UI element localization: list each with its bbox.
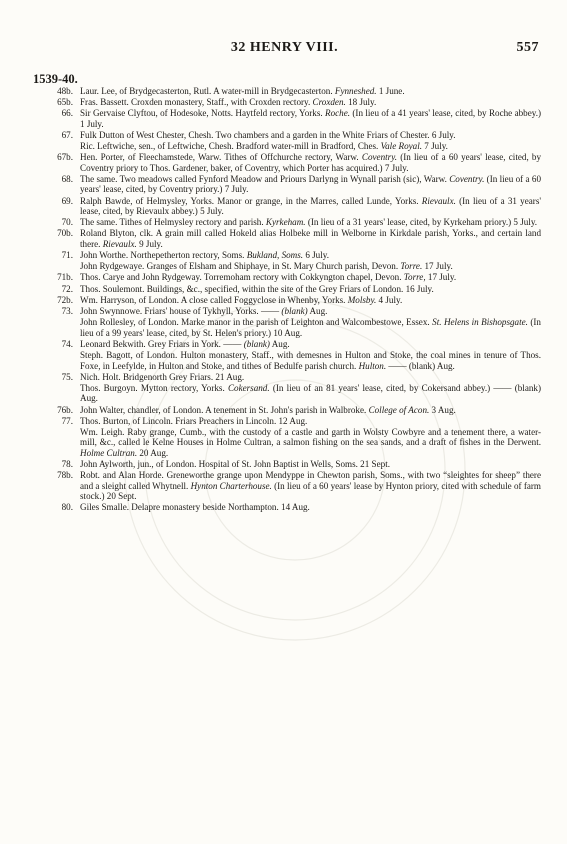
entry-house-name: (blank) [243, 338, 270, 349]
entry-text [80, 383, 541, 404]
entry-house-name: Holme Cultran. [80, 447, 138, 458]
entry-date: (In lieu of an 81 years' lease, cited, by Cokersand abbey.) —— (blank) Aug. [80, 382, 541, 404]
entry [33, 383, 541, 404]
entry-ref: 66. [61, 108, 73, 119]
entry-text [80, 470, 541, 501]
entry-ref: 65b. [57, 97, 73, 108]
entry-main-text: John Rydgewaye. Granges of Elsham and Shiphaye, in St. Mary Church parish, Devon. [80, 261, 399, 272]
entry-text [80, 416, 541, 426]
entry-main-text: John Worthe. Northepetherton rectory, Soms. [80, 250, 245, 261]
entry-house-name: Torre, [403, 272, 426, 283]
entry-house-name: Kyrkeham. [265, 217, 306, 228]
entry-main-text: John Walter, chandler, of London. A tenement in St. John's parish in Walbroke. [80, 404, 367, 415]
entry-text [80, 284, 541, 294]
entry-text [80, 228, 541, 249]
entry [33, 350, 541, 371]
entry-text [80, 350, 541, 371]
entry-date: 17 July. [425, 272, 457, 283]
entry-house-name: Hulton. [358, 360, 387, 371]
entry-text [80, 174, 541, 195]
entry-ref: 72b. [57, 294, 73, 305]
entry-house-name: Bukland, Soms. [246, 250, 304, 261]
entry-house-name: Roche. [325, 108, 351, 119]
entry-date: (In lieu of a 31 years' lease, cited, by Rievaulx abbey.) 5 July. [80, 195, 541, 217]
entry-ref: 71. [61, 250, 73, 261]
entry [33, 228, 541, 249]
entry-ref: 67. [61, 130, 73, 141]
entry-house-name: Croxden. [312, 97, 346, 108]
entry-ref: 69. [61, 195, 73, 206]
entry-main-text: John Aylworth, jun., of London. Hospital of St. John Baptist in Wells, Soms. 21 Sept. [80, 458, 390, 469]
entry-main-text: The same. Two meadows called Fynford Meadow and Priours Darlyng in Wynall parish (sic), Warw. [80, 174, 447, 185]
entry-house-name: (blank) [281, 306, 308, 317]
entry-ref: 80. [61, 502, 73, 513]
entry [33, 130, 541, 140]
entry [33, 250, 541, 260]
entry [33, 295, 541, 305]
entry-text [80, 97, 541, 107]
entry [33, 372, 541, 382]
entry-text [80, 196, 541, 217]
entry-text [80, 141, 541, 151]
entry [33, 141, 541, 151]
entry [33, 152, 541, 173]
entry-text [80, 405, 541, 415]
running-title: 32 HENRY VIII. [230, 40, 339, 55]
entry-date: 6 July. [303, 250, 329, 261]
entry-house-name: Coventry. [449, 174, 485, 185]
page-header [30, 40, 539, 62]
entry-date: 4 July. [376, 294, 403, 305]
entry-text [80, 427, 541, 458]
entry-text [80, 317, 541, 338]
entry-date: (In lieu of a 41 years' lease, cited, by Roche abbey.) 1 July. [80, 108, 541, 129]
entry-house-name: Torre. [400, 261, 423, 272]
entry-house-name: Fynneshed. [334, 86, 377, 96]
entry [33, 217, 541, 227]
entry-text [80, 261, 541, 271]
entry-text [80, 459, 541, 469]
entry-date: (In lieu of a 60 years' lease by Hynton priory, cited with schedule of farm stock.) 20 Sept. [80, 480, 541, 501]
entry-ref: 72. [61, 283, 73, 294]
entry-list [33, 86, 541, 513]
entry-main-text: Thos. Burton, of Lincoln. Friars Preachers in Lincoln. 12 Aug. [80, 415, 308, 426]
entry-house-name: Cokersand. [227, 382, 270, 393]
entry-ref: 70b. [57, 228, 73, 239]
entry-date: 9 July. [136, 238, 163, 249]
entry-date: 17 July. [422, 261, 453, 272]
entry [33, 196, 541, 217]
entry-date: 7 July. [422, 141, 448, 152]
entry [33, 405, 541, 415]
entry-main-text: Robt. and Alan Horde. Greneworthe grange upon Mendyppe in Chewton parish, Soms., with two “sleightes for sheep” there and a sleight called Whytnell. [80, 470, 541, 491]
entry-main-text: John Rollesley, of London. Marke manor in the parish of Leighton and Walcombestowe, Essex. [80, 317, 430, 328]
entry-main-text: Steph. Bagott, of London. Hulton monastery, Staff., with demesnes in Hulton and Stoke, the coal mines in tenure of Thos. Foxe, in Leefylde, in Hulton and Stoke, and tithes of Bedulfe parish church. [80, 350, 541, 371]
entry-house-name: Hynton Charterhouse. [190, 480, 272, 491]
entry-text [80, 372, 541, 382]
entry-date: (In lieu of a 31 years' lease, cited, by Kyrkeham priory.) 5 July. [305, 217, 538, 228]
entry-date: (In lieu of a 60 years' lease, cited, by Coventry priory to Thos. Gardener, baker, of Coventry, which Porter has acquired.) 7 July. [80, 152, 542, 173]
entry-date: —— (blank) Aug. [386, 360, 455, 371]
entry-main-text: Thos. Soulemont. Buildings, &c., specified, within the site of the Grey Friars of London. 16 July. [80, 283, 434, 294]
entry-main-text: Nich. Holt. Bridgenorth Grey Friars. 21 Aug. [80, 371, 245, 382]
entry-house-name: Molsby. [347, 294, 377, 305]
entry [33, 317, 541, 338]
entry [33, 502, 541, 512]
entry-main-text: Roland Blyton, clk. A grain mill called Hokeld alias Holbeke mill in Welborne in Kirkdale parish, Yorks., and certain land there. [80, 228, 541, 249]
entry-main-text: Ric. Leftwiche, sen., of Leftwiche, Chesh. Bradford water-mill in Bradford, Ches. [80, 141, 379, 152]
entry-house-name: College of Acon. [368, 404, 430, 415]
entry-text [80, 86, 541, 96]
entry-ref: 70. [61, 217, 73, 228]
entry-ref: 67b. [57, 152, 73, 163]
entry-date: 3 Aug. [429, 404, 456, 415]
entry-main-text: Ralph Bawde, of Helmysley, Yorks. Manor or grange, in the Marres, called Lunde, Yorks. [80, 195, 419, 206]
entry-main-text: Thos. Carye and John Rydgeway. Torremoham rectory with Cokkyngton chapel, Devon. [80, 272, 402, 283]
entry [33, 459, 541, 469]
entry [33, 108, 541, 129]
entry-main-text: Wm. Leigh. Raby grange, Cumb., with the custody of a castle and garth in Wolsty Cowbyre and a tenement there, a water-mill, &c., called le Kelne Houses in Holme Cultran, a salmon fishing on the sea sands, and a draft of fishes in the Derwent. [80, 426, 541, 448]
entry [33, 261, 541, 271]
entry-main-text: Leonard Bekwith. Grey Friars in York. —— [80, 338, 242, 349]
entry-text [80, 295, 541, 305]
entry-ref: 48b. [57, 86, 73, 96]
year-heading: 1539-40. [33, 72, 78, 86]
entry-house-name: Coventry. [361, 152, 397, 163]
entry-ref: 78b. [57, 470, 73, 481]
entry-text [80, 272, 541, 282]
entry-main-text: Thos. Burgoyn. Mytton rectory, Yorks. [80, 382, 225, 393]
entry-house-name: St. Helens in Bishopsgate. [432, 317, 528, 328]
entry-date: Aug. [307, 306, 328, 317]
entry-date: Aug. [269, 338, 290, 349]
entry-ref: 76b. [57, 404, 73, 415]
entry [33, 174, 541, 195]
entry-ref: 68. [61, 174, 73, 185]
entry [33, 272, 541, 282]
entry-main-text: Laur. Lee, of Brydgecasterton, Rutl. A water-mill in Brydgecasterton. [80, 86, 333, 96]
entry-date: 18 July. [345, 97, 377, 108]
entry-ref: 78. [61, 458, 73, 469]
entry-text [80, 130, 541, 140]
entry-main-text: The same. Tithes of Helmysley rectory and parish. [80, 217, 264, 228]
entry-main-text: Giles Smalle. Delapre monastery beside Northampton. 14 Aug. [80, 502, 310, 513]
entry-house-name: Rievaulx. [421, 195, 456, 206]
entry-text [80, 339, 541, 349]
entry-text [80, 108, 541, 129]
entry-main-text: Wm. Harryson, of London. A close called Foggyclose in Whenby, Yorks. [80, 294, 346, 305]
entry-ref: 75. [61, 371, 73, 382]
entry-main-text: Fulk Dutton of West Chester, Chesh. Two chambers and a garden in the White Friars of Chester. 6 July. [80, 130, 456, 141]
entry [33, 470, 541, 501]
entry-main-text: Hen. Porter, of Fleechamstede, Warw. Tithes of Offchurche rectory, Warw. [80, 152, 359, 163]
entry-date: 20 Aug. [137, 447, 169, 458]
entry-main-text: Sir Gervaise Clyftou, of Hodesoke, Notts. Haytfeld rectory, Yorks. [80, 108, 323, 119]
entry-text [80, 250, 541, 260]
entry [33, 86, 541, 96]
entry-main-text: Fras. Bassett. Croxden monastery, Staff., with Croxden rectory. [80, 97, 311, 108]
entry-text [80, 502, 541, 512]
entry [33, 306, 541, 316]
entry-date: 1 June. [376, 86, 405, 96]
entry-house-name: Rievaulx. [102, 238, 137, 249]
entry-ref: 73. [61, 306, 73, 317]
page-number: 557 [516, 40, 539, 55]
entry-date: (In lieu of a 99 years' lease, cited, by St. Helen's priory.) 10 Aug. [80, 317, 541, 338]
entry-ref: 71b. [57, 272, 73, 283]
entry-house-name: Vale Royal. [380, 141, 423, 152]
entry [33, 284, 541, 294]
entry-text [80, 152, 541, 173]
entry-ref: 74. [61, 338, 73, 349]
entry-text [80, 306, 541, 316]
entry-ref: 77. [61, 415, 73, 426]
entry [33, 339, 541, 349]
entry-date: (In lieu of a 60 years' lease, cited, by Coventry priory.) 7 July. [80, 174, 541, 195]
entry-main-text: John Swynnowe. Friars' house of Tykhyll, Yorks. —— [80, 306, 280, 317]
entry [33, 416, 541, 426]
entry [33, 427, 541, 458]
entry-text [80, 217, 541, 227]
entry [33, 97, 541, 107]
